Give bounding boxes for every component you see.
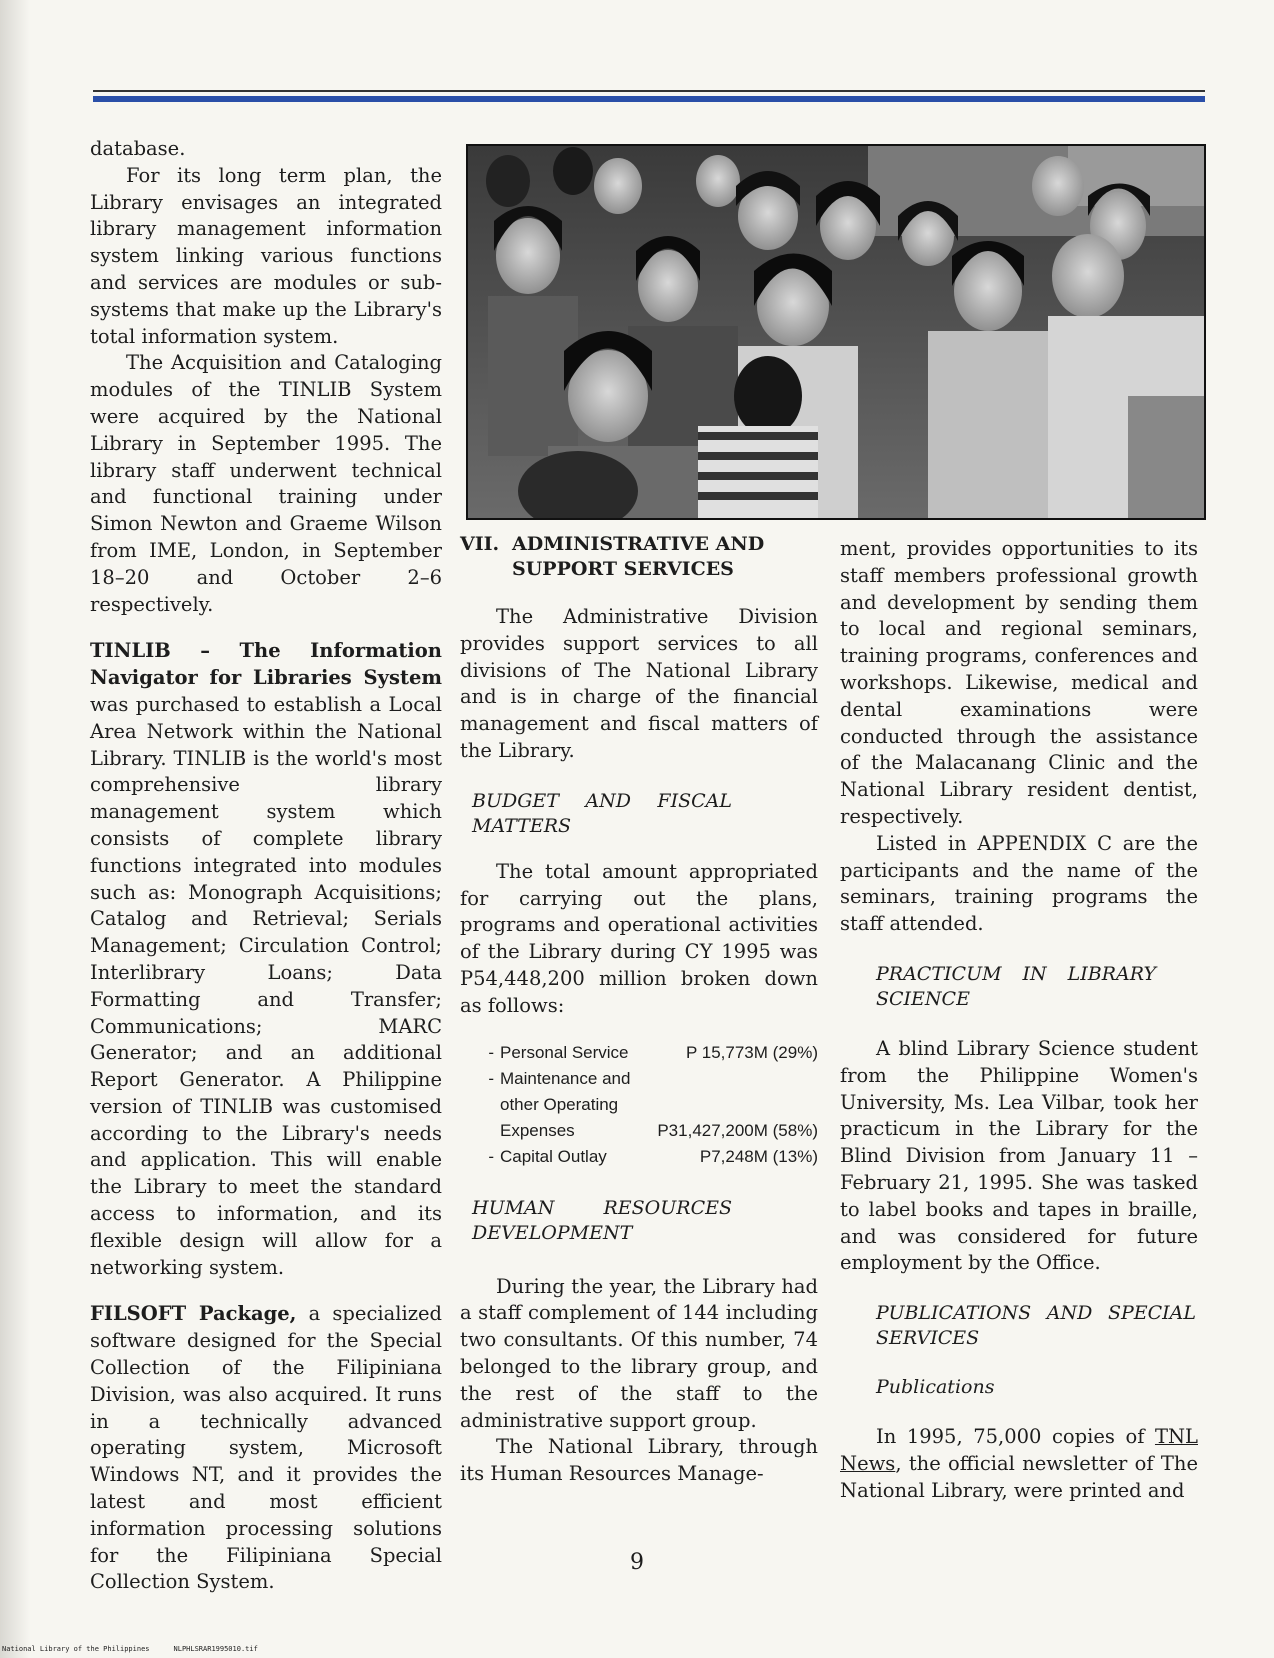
bullet-dash [460, 1118, 500, 1144]
text-span: In 1995, 75,000 copies of [876, 1425, 1155, 1449]
page-gutter-shadow [0, 0, 30, 1658]
budget-row [460, 1118, 818, 1144]
budget-label: Personal Service [500, 1042, 629, 1062]
subheading-budget: BUDGET AND FISCAL MATTERS [472, 789, 732, 837]
header-rule-thin [93, 90, 1205, 92]
paragraph: For its long term plan, the Library envisages an integrated library management information system linking various functions and services are modules or sub-systems that make up the Library's total information system. [90, 163, 442, 348]
budget-label: Capital Outlay [500, 1146, 607, 1166]
header-rule-thick [93, 96, 1205, 102]
budget-amount [646, 1092, 818, 1118]
budget-amount [646, 1066, 818, 1092]
filsoft-text: a specialized software designed for the Special Collection of the Filipiniana Division, was also acquired. It runs in a technically advanced operating system, Microsoft Windows NT, and it provides the latest and most efficient information processing solutions for the Filipiniana Special Collection System. [90, 1302, 443, 1594]
budget-amount: P 15,773M (29%) [686, 1042, 818, 1062]
column-right [840, 536, 1198, 1505]
paragraph: The Administrative Division provides support services to all divisions of The National Library and is in charge of the financial management and fiscal matters of the Library. [460, 605, 818, 762]
subheading-hr: HUMAN RESOURCES DEVELOPMENT [472, 1196, 732, 1244]
paragraph: During the year, the Library had a staff complement of 144 including two consultants. Of this number, 74 belonged to the library group, and the rest of the staff to the administrative support group. [460, 1274, 818, 1432]
budget-label: other Operating [500, 1094, 619, 1114]
bullet-dash: - [488, 1068, 494, 1088]
column-middle [460, 532, 818, 1488]
paragraph: ment, provides opportunities to its staff members professional growth and development by sending them to local and regional seminars, training programs, conferences and workshops. Likewise, medical and dental examinations were conducted through the assistance of the Malacanang Clinic and the National Library resident dentist, respectively. [840, 537, 1198, 828]
bullet-dash [460, 1092, 500, 1118]
scan-footer [2, 1645, 282, 1653]
photo-seminar-attendees [466, 144, 1206, 520]
footer-source: National Library of the Philippines [2, 1645, 150, 1653]
section-title-line1: ADMINISTRATIVE AND [512, 533, 765, 555]
filsoft-heading: FILSOFT Package, [90, 1302, 297, 1326]
column-left [90, 136, 442, 1596]
budget-row [460, 1092, 818, 1118]
section-number: VII. [460, 533, 500, 555]
text-span: , the official newsletter of The National Library, were printed and [840, 1451, 1198, 1502]
page-number: 9 [630, 1550, 644, 1575]
paragraph-tinlib [90, 638, 442, 1281]
budget-row [460, 1040, 818, 1066]
tinlib-text: was purchased to establish a Local Area Network within the National Library. TINLIB is the world's most comprehensive library management system which consists of complete library functions integrated into modules such as: Monograph Acquisitions; Catalog and Retrieval; Serials Management; Circulation Control; Interlibrary Loans; Data Formatting and Transfer; Communications; MARC Generator; and an additional Report Generator. A Philippine version of TINLIB was customised according to the Library's needs and application. This will enable the Library to meet the standard access to information, and its flexible design will allow for a networking system. [90, 692, 442, 1279]
paragraph: The Acquisition and Cataloging modules of the TINLIB System were acquired by the National Library in September 1995. The library staff underwent technical and functional training under Simon Newton and Graeme Wilson from IME, London, in September 18–20 and October 2–6 respectively. [90, 351, 442, 616]
paragraph: The National Library, through its Human Resources Manage- [460, 1435, 818, 1486]
bullet-dash: - [488, 1146, 494, 1166]
bullet-dash: - [488, 1042, 494, 1062]
subheading-publications: PUBLICATIONS AND SPECIAL SERVICES [876, 1302, 1196, 1350]
newsletter-title: TNL News [840, 1425, 1198, 1475]
section-title-line2: SUPPORT SERVICES [512, 558, 734, 580]
budget-amount: P31,427,200M (58%) [657, 1120, 818, 1140]
budget-amount: P7,248M (13%) [699, 1146, 818, 1166]
budget-row [460, 1144, 818, 1170]
subheading-publications-sub: Publications [876, 1376, 995, 1399]
paragraph: Listed in APPENDIX C are the participants and the name of the seminars, training programs the staff attended. [840, 831, 1198, 936]
budget-label: Expenses [500, 1120, 575, 1140]
budget-table [460, 1040, 818, 1170]
photo-graphic [468, 146, 1204, 518]
footer-filename: NLPHLSRAR1995010.tif [173, 1645, 258, 1653]
paragraph: A blind Library Science student from the Philippine Women's University, Ms. Lea Vilbar, took her practicum in the Library for the Blind Division from January 11 – February 21, 1995. She was tasked to label books and tapes in braille, and was considered for future employment by the Office. [840, 1036, 1198, 1275]
section-heading-vii [460, 532, 818, 582]
budget-row [460, 1066, 818, 1092]
paragraph: The total amount appropriated for carrying out the plans, programs and operational activities of the Library during CY 1995 was P54,448,200 million broken down as follows: [460, 859, 818, 1017]
tinlib-heading: TINLIB – The Information Navigator for Libraries System [90, 639, 442, 690]
paragraph: database. [90, 137, 186, 160]
subheading-practicum: PRACTICUM IN LIBRARY SCIENCE [876, 962, 1156, 1010]
budget-label: Maintenance and [500, 1068, 631, 1088]
paragraph [840, 1424, 1198, 1504]
